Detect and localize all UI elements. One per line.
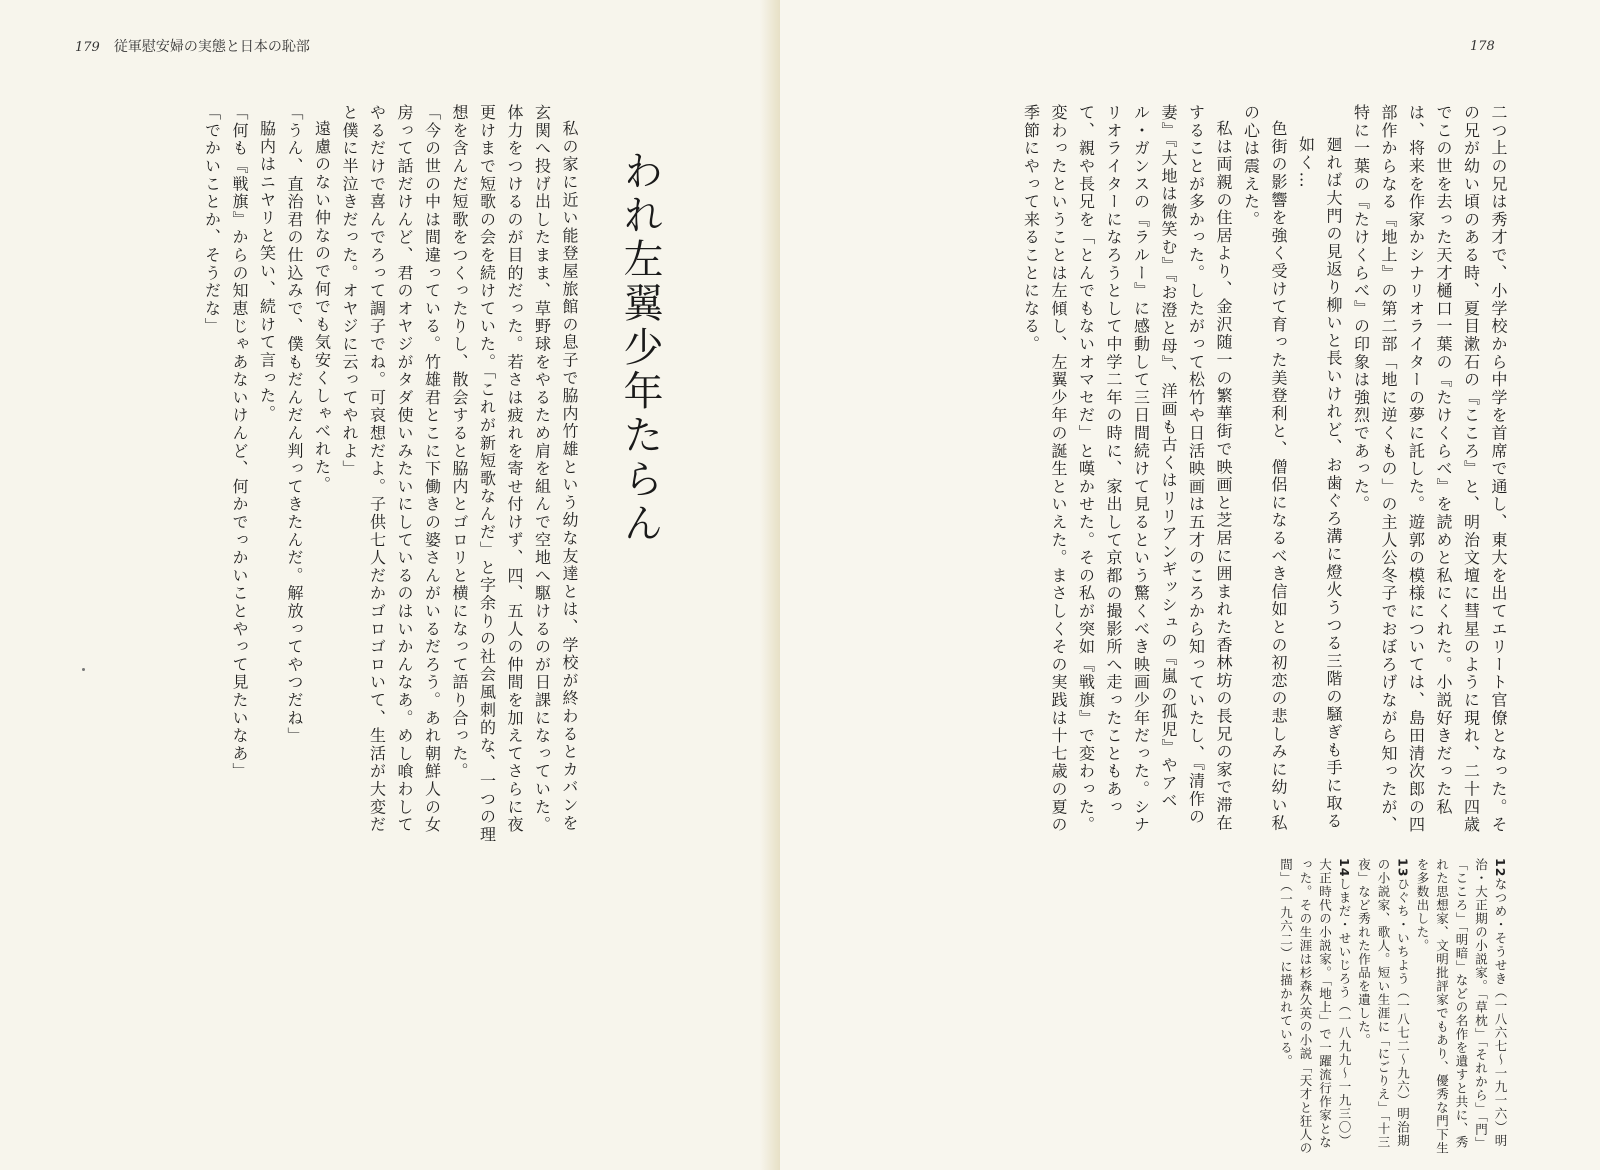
dialogue-paragraph: 「でかいことか、そうだな」 xyxy=(202,104,222,336)
right-page xyxy=(780,0,1600,1170)
left-page xyxy=(0,0,780,1170)
dialogue-paragraph: 「うん、直治君の仕込みで、僕もだんだん判ってきたんだ。解放ってやつだね」 xyxy=(285,104,304,745)
footnote-number: 13 xyxy=(1395,858,1411,878)
paper-speck xyxy=(82,668,85,671)
running-title: 従軍慰安婦の実態と日本の恥部 xyxy=(113,39,310,55)
paragraph: 二つ上の兄は秀才で、小学校から中学を首席で通し、東大を出てエリート官僚となった。その兄が幼い頃のある時、夏目漱石の『こころ』と、明治文壇に彗星のように現れ、二十四歳でこの世を去った天才樋口一葉の『たけくらべ』を読めと私にくれた。小説好きだった私は、将来を作家かシナリオライターの夢に託した。遊郭の模様については、島田清次郎の四部作からなる『地上』の第二部「地に逆くもの」の主人公冬子でおぼろげながら知ったが、特に一葉の『たけくらべ』の印象は強烈であった。 xyxy=(1351,104,1508,834)
right-page-number: 178 xyxy=(1470,39,1495,54)
left-body-text xyxy=(55,104,583,844)
right-running-header xyxy=(1470,38,1509,54)
left-page-number: 179 xyxy=(75,40,100,55)
paragraph: 遠慮のない仲なので何でも気安くしゃべれた。 xyxy=(312,120,332,494)
quoted-passage: 廻れば大門の見返り柳いと長いけれど、お歯ぐろ溝に燈火うつる三階の騒ぎも手に取る如く… xyxy=(1296,136,1343,831)
footnote-number: 14 xyxy=(1337,858,1352,878)
footnote-text: しまだ・せいじろう（一八九九〜一九三〇）大正時代の小説家。「地上」で一躍流行作家となった。その生涯は杉森久英の小説「天才と狂人の間」（一九六二）に描かれている。 xyxy=(1278,858,1352,1155)
footnotes xyxy=(1132,858,1510,1158)
paragraph: 私の家に近い能登屋旅館の息子で脇内竹雄という幼な友達とは、学校が終わるとカバンを玄関へ投げ出したまま、草野球をやるため肩を組んで空地へ駆けるのが日課になっていた。体力をつけるのが目的だった。若さは疲れを寄せ付けず、四、五人の仲間を加えてさらに夜更けまで短歌の会を続けていた。「これが新短歌なんだ」と字余りの社会風刺的な、一つの理想を含んだ短歌をつくったりし、散会すると脇内とゴロリと横になって語り合った。 xyxy=(450,104,579,844)
paragraph: 脇内はニヤリと笑い、続けて言った。 xyxy=(257,120,277,423)
chapter-title: われ左翼少年たらん xyxy=(617,150,663,546)
right-body-text xyxy=(870,104,1512,844)
footnote-text: ひぐち・いちよう（一八七二〜九六）明治期の小説家、歌人。短い生涯に「にごりえ」「十三夜」など秀れた作品を遺した。 xyxy=(1356,858,1411,1149)
footnote-number: 12 xyxy=(1493,858,1508,878)
paragraph: 私は両親の住居より、金沢随一の繁華街で映画と芝居に囲まれた香林坊の長兄の家で滞在することが多かった。したがって松竹や日活映画は五才のころから知っていたし、『清作の妻』『大地は微笑む』『お澄と母』、洋画も古くはリリアンギッシュの『嵐の孤児』やアベル・ガンスの『ラルー』に感動して三日間続けて見るという驚くべき映画少年だった。シナリオライターになろうとして中学二年の時に、家出して京都の撮影所へ走ったこともあって、親や長兄を「とんでもないオマセだ」と嘆かせた。その私が突如『戦旗』で変わった。変わったということは左傾し、左翼少年の誕生といえた。まさしくその実践は十七歳の夏の季節にやって来ることになる。 xyxy=(1021,104,1233,834)
footnote xyxy=(1276,858,1354,1158)
paragraph: 色街の影響を強く受けて育った美登利と、僧侶になるべき信如との初恋の悲しみに幼い私の心は震えた。 xyxy=(1241,104,1288,832)
footnote xyxy=(1354,858,1413,1158)
dialogue-paragraph: 「今の世の中は間違っている。竹雄君とこに下働きの婆さんがいるだろう。あれ朝鮮人の女房って話だけんど、君のオヤジがタダ使いみたいにしているのはいかんなあ。めし喰わしてやるだけで喜んでろって調子でね。可哀想だよ。子供七人だかゴロゴロいて、生活が大変だと僕に半泣きだった。オヤジに云ってやれよ」 xyxy=(340,104,442,834)
footnote xyxy=(1413,858,1511,1158)
footnote-text: なつめ・そうせき（一八六七〜一九一六）明治・大正期の小説家。「草枕」「それから」「門」「こころ」「明暗」などの名作を遺すと共に、秀れた思想家、文明批評家でもあり、優秀な門下生を多数出した。 xyxy=(1415,858,1508,1155)
dialogue-paragraph: 「何も『戦旗』からの知恵じゃあないけんど、何かでっかいことやって見たいなあ」 xyxy=(230,104,249,781)
left-running-header xyxy=(75,36,310,56)
